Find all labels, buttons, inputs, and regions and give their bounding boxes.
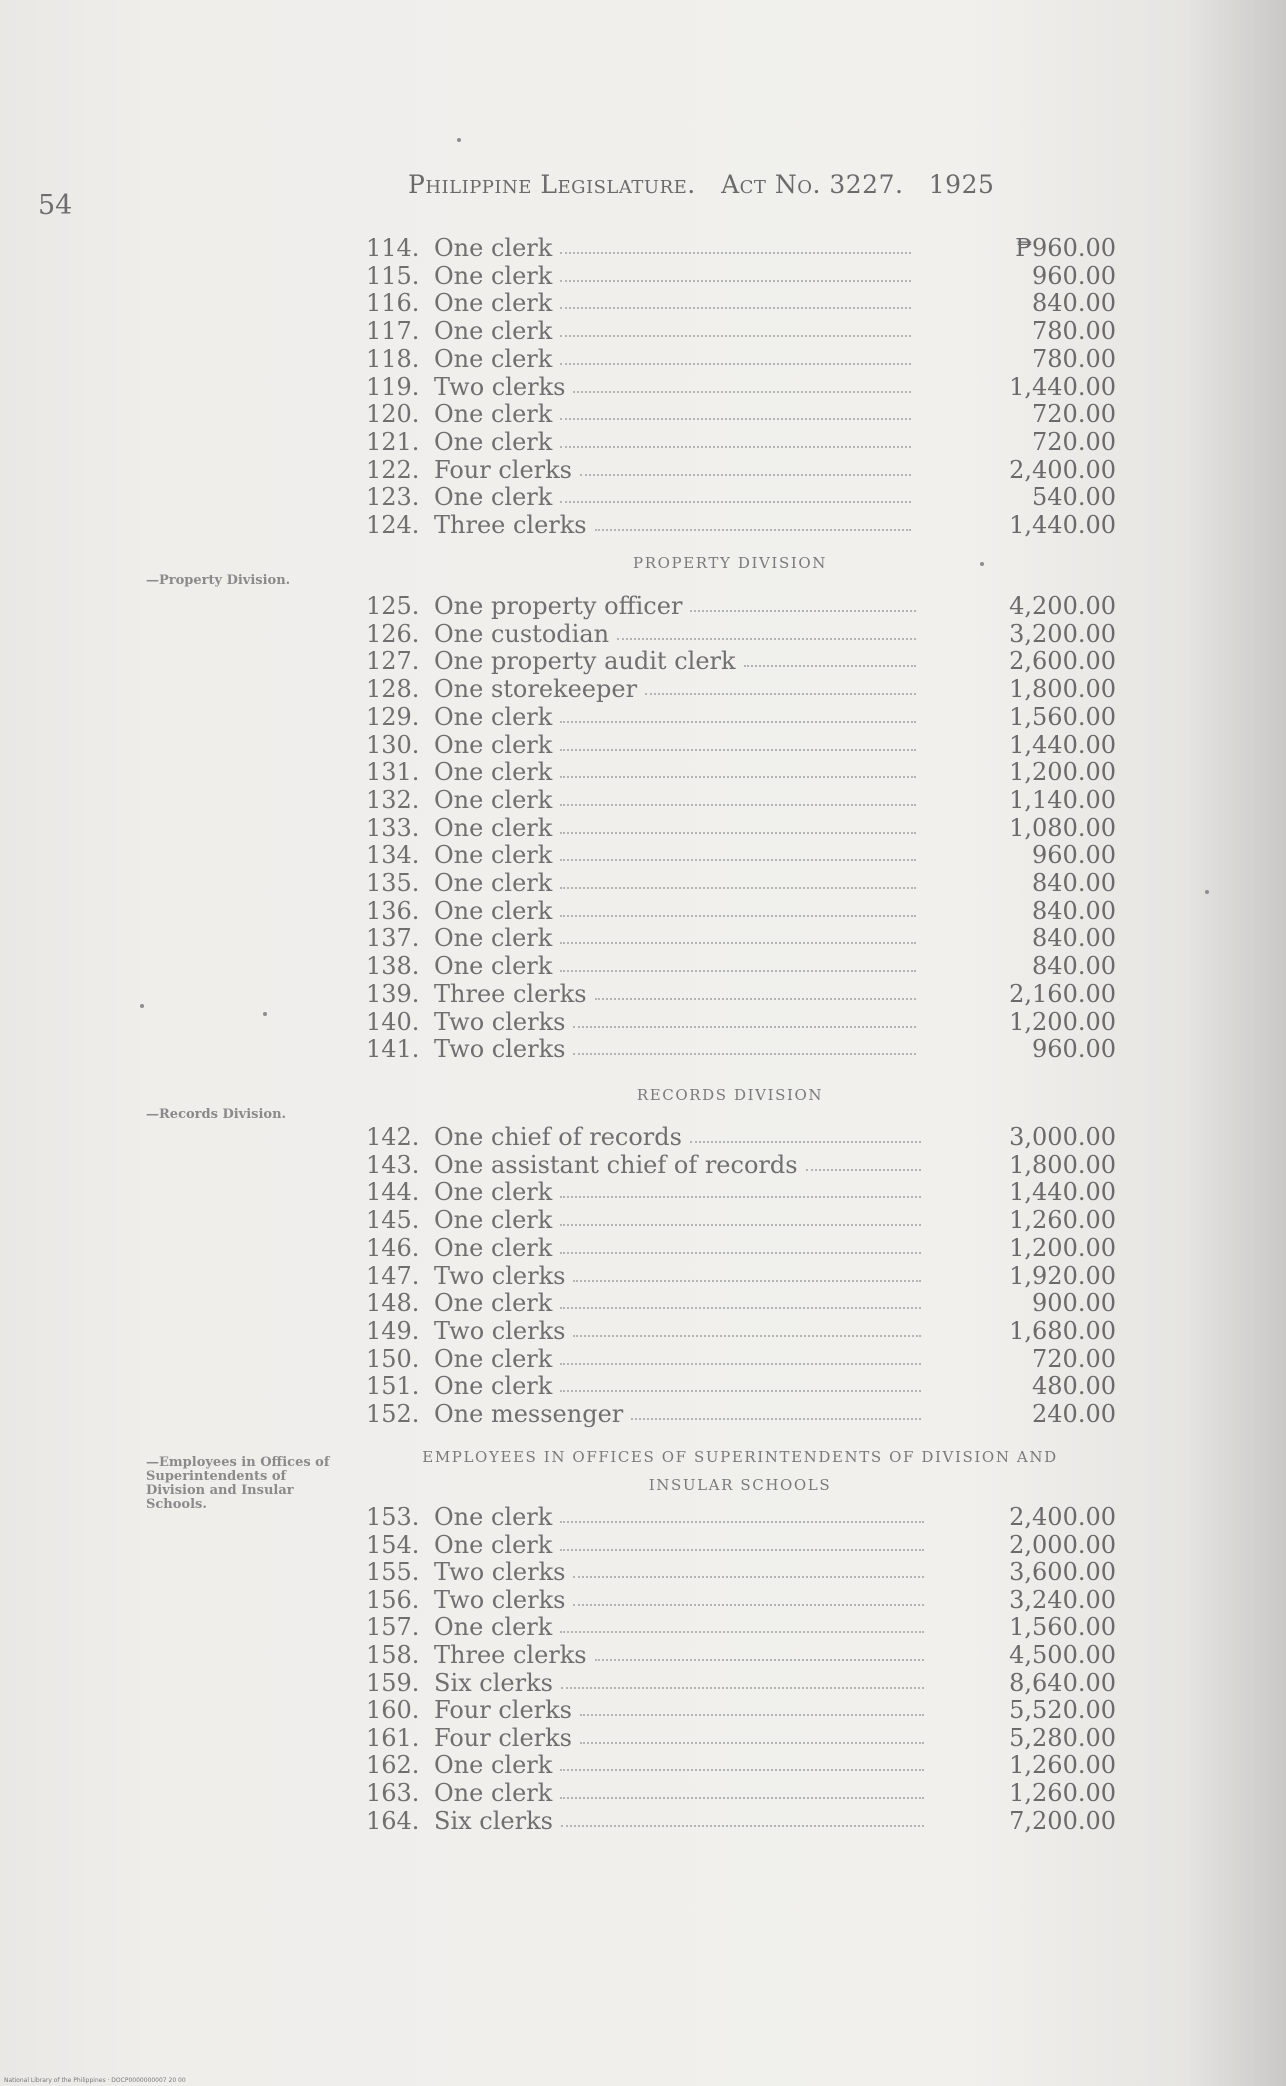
- margin-note-schools: —Employees in Offices of Superintendents of Division and Insular Schools.: [146, 1455, 330, 1512]
- line-item: [366, 1642, 1116, 1669]
- item-description: Two clerks: [434, 1316, 566, 1345]
- item-amount: ₱960.00: [1015, 234, 1116, 262]
- item-number: 129.: [366, 702, 420, 731]
- line-item: [366, 263, 1116, 290]
- item-number: 123.: [366, 483, 420, 512]
- item-description: One clerk: [434, 1613, 553, 1642]
- line-item: [366, 1318, 1116, 1345]
- item-amount: 7,200.00: [1009, 1806, 1116, 1835]
- dot-leader: [560, 1769, 924, 1771]
- dot-leader: [560, 721, 916, 723]
- dot-leader: [560, 859, 916, 861]
- margin-note-records: —Records Division.: [146, 1107, 287, 1122]
- item-number: 133.: [366, 813, 420, 842]
- running-head-year: 1925: [928, 170, 995, 199]
- line-item: [366, 512, 1116, 539]
- dot-leader: [690, 1141, 921, 1143]
- dot-leader: [595, 529, 911, 531]
- item-number: 132.: [366, 785, 420, 814]
- line-item: [366, 1263, 1116, 1290]
- dot-leader: [560, 749, 916, 751]
- item-amount: 1,200.00: [1009, 1233, 1116, 1262]
- line-item: [366, 346, 1116, 373]
- dot-leader: [560, 335, 911, 337]
- dot-leader: [617, 638, 916, 640]
- item-description: Two clerks: [434, 1585, 566, 1614]
- item-amount: 840.00: [1032, 896, 1116, 925]
- item-description: One clerk: [434, 730, 553, 759]
- item-description: One clerk: [434, 1206, 553, 1235]
- line-item: [366, 759, 1116, 786]
- item-description: Three clerks: [434, 979, 587, 1008]
- item-description: One clerk: [434, 1344, 553, 1373]
- item-description: Three clerks: [434, 511, 587, 539]
- item-description: One clerk: [434, 400, 553, 429]
- item-number: 134.: [366, 841, 420, 870]
- line-item: [366, 1504, 1116, 1531]
- line-item: [366, 1697, 1116, 1724]
- line-item: [366, 953, 1116, 980]
- item-number: 124.: [366, 511, 420, 539]
- item-amount: 1,140.00: [1009, 785, 1116, 814]
- item-amount: 3,240.00: [1009, 1585, 1116, 1614]
- item-description: One messenger: [434, 1400, 624, 1428]
- running-head: [408, 170, 994, 199]
- item-amount: 1,800.00: [1009, 1150, 1116, 1179]
- item-amount: 5,520.00: [1009, 1696, 1116, 1725]
- item-description: One clerk: [434, 869, 553, 897]
- heading-schools-line2: INSULAR SCHOOLS: [648, 1476, 832, 1494]
- item-amount: 3,200.00: [1009, 619, 1116, 648]
- item-description: One clerk: [434, 261, 553, 290]
- dot-leader: [560, 1307, 921, 1309]
- line-item: [366, 1401, 1116, 1428]
- dot-leader: [595, 998, 916, 1000]
- item-number: 127.: [366, 647, 420, 676]
- dot-leader: [573, 1335, 921, 1337]
- item-number: 154.: [366, 1530, 420, 1559]
- dot-leader: [580, 1742, 924, 1744]
- line-item: [366, 1009, 1116, 1036]
- item-number: 145.: [366, 1206, 420, 1235]
- item-description: One chief of records: [434, 1123, 682, 1151]
- item-description: One clerk: [434, 317, 553, 346]
- item-number: 121.: [366, 427, 420, 456]
- item-number: 114.: [366, 234, 420, 262]
- item-amount: 1,440.00: [1009, 372, 1116, 401]
- item-description: One clerk: [434, 785, 553, 814]
- item-amount: 5,280.00: [1009, 1723, 1116, 1752]
- line-item: [366, 401, 1116, 428]
- dot-leader: [560, 1521, 924, 1523]
- item-amount: 3,000.00: [1009, 1123, 1116, 1151]
- item-number: 161.: [366, 1723, 420, 1752]
- line-item: [366, 1346, 1116, 1373]
- dot-leader: [560, 1196, 921, 1198]
- item-amount: 840.00: [1032, 869, 1116, 897]
- scan-footer: National Library of the Philippines · DOCP0000000007 20 00: [4, 2077, 186, 2084]
- item-description: Four clerks: [434, 455, 572, 484]
- item-amount: 2,400.00: [1009, 455, 1116, 484]
- dot-leader: [560, 804, 916, 806]
- item-description: One clerk: [434, 896, 553, 925]
- heading-records-division: RECORDS DIVISION: [636, 1086, 824, 1104]
- item-amount: 1,260.00: [1009, 1751, 1116, 1780]
- line-item: [366, 1587, 1116, 1614]
- dot-leader: [645, 693, 916, 695]
- item-description: One clerk: [434, 952, 553, 981]
- item-number: 144.: [366, 1178, 420, 1207]
- item-amount: 1,260.00: [1009, 1779, 1116, 1807]
- item-amount: 4,200.00: [1009, 592, 1116, 620]
- line-item: [366, 484, 1116, 511]
- running-head-legislature: Philippine Legislature.: [408, 170, 696, 199]
- line-item: [366, 1373, 1116, 1400]
- item-number: 159.: [366, 1668, 420, 1697]
- item-number: 148.: [366, 1289, 420, 1318]
- item-description: One property audit clerk: [434, 647, 736, 676]
- item-amount: 720.00: [1032, 400, 1116, 429]
- item-amount: 900.00: [1032, 1289, 1116, 1318]
- item-number: 137.: [366, 924, 420, 953]
- item-description: One clerk: [434, 702, 553, 731]
- item-number: 122.: [366, 455, 420, 484]
- item-amount: 960.00: [1032, 841, 1116, 870]
- running-head-act: Act No. 3227.: [721, 170, 904, 199]
- line-item: [366, 621, 1116, 648]
- item-number: 128.: [366, 675, 420, 704]
- line-item: [366, 1725, 1116, 1752]
- item-description: Two clerks: [434, 372, 566, 401]
- item-amount: 780.00: [1032, 344, 1116, 373]
- dot-leader: [560, 363, 911, 365]
- item-number: 147.: [366, 1261, 420, 1290]
- dot-leader: [560, 501, 911, 503]
- line-item: [366, 1614, 1116, 1641]
- line-item: [366, 1207, 1116, 1234]
- dot-leader: [561, 1825, 924, 1827]
- page-number: 54: [38, 190, 73, 221]
- line-item: [366, 1179, 1116, 1206]
- item-amount: 1,440.00: [1009, 730, 1116, 759]
- item-number: 139.: [366, 979, 420, 1008]
- dot-leader: [806, 1169, 921, 1171]
- item-number: 153.: [366, 1503, 420, 1531]
- item-number: 162.: [366, 1751, 420, 1780]
- line-item: [366, 732, 1116, 759]
- line-item: [366, 457, 1116, 484]
- dot-leader: [560, 418, 911, 420]
- item-description: Four clerks: [434, 1696, 572, 1725]
- item-number: 136.: [366, 896, 420, 925]
- item-description: One clerk: [434, 1233, 553, 1262]
- dot-leader: [560, 1224, 921, 1226]
- item-number: 119.: [366, 372, 420, 401]
- item-number: 152.: [366, 1400, 420, 1428]
- dot-leader: [573, 1026, 916, 1028]
- item-amount: 1,260.00: [1009, 1206, 1116, 1235]
- line-item: [366, 898, 1116, 925]
- item-description: One clerk: [434, 813, 553, 842]
- item-number: 146.: [366, 1233, 420, 1262]
- dot-leader: [560, 832, 916, 834]
- item-description: One clerk: [434, 1289, 553, 1318]
- item-number: 116.: [366, 289, 420, 318]
- dot-leader: [561, 1687, 924, 1689]
- dot-leader: [595, 1659, 924, 1661]
- item-description: One clerk: [434, 1779, 553, 1807]
- dot-leader: [560, 280, 911, 282]
- item-number: 164.: [366, 1806, 420, 1835]
- paper-speck: [457, 138, 461, 142]
- item-description: Six clerks: [434, 1668, 553, 1697]
- item-number: 149.: [366, 1316, 420, 1345]
- item-amount: 4,500.00: [1009, 1641, 1116, 1669]
- dot-leader: [560, 942, 916, 944]
- item-amount: 960.00: [1032, 1035, 1116, 1064]
- item-description: One custodian: [434, 619, 610, 648]
- item-description: One clerk: [434, 289, 553, 318]
- item-description: Two clerks: [434, 1261, 566, 1290]
- item-amount: 1,800.00: [1009, 675, 1116, 704]
- dot-leader: [580, 1714, 924, 1716]
- dot-leader: [573, 1280, 921, 1282]
- line-item: [366, 1808, 1116, 1835]
- item-description: One clerk: [434, 1372, 553, 1401]
- dot-leader: [560, 252, 911, 254]
- item-amount: 1,440.00: [1009, 1178, 1116, 1207]
- dot-leader: [560, 1252, 921, 1254]
- line-item: [366, 870, 1116, 897]
- item-amount: 840.00: [1032, 924, 1116, 953]
- item-number: 157.: [366, 1613, 420, 1642]
- item-number: 155.: [366, 1558, 420, 1587]
- dot-leader: [560, 1549, 924, 1551]
- line-item: [366, 704, 1116, 731]
- line-item: [366, 1559, 1116, 1586]
- dot-leader: [560, 776, 916, 778]
- item-number: 131.: [366, 758, 420, 787]
- dot-leader: [560, 1363, 921, 1365]
- line-item: [366, 842, 1116, 869]
- item-number: 138.: [366, 952, 420, 981]
- item-description: One clerk: [434, 758, 553, 787]
- item-number: 158.: [366, 1641, 420, 1669]
- item-amount: 1,920.00: [1009, 1261, 1116, 1290]
- item-number: 115.: [366, 261, 420, 290]
- paper-speck: [980, 562, 984, 566]
- paper-speck: [140, 1004, 144, 1008]
- line-item: [366, 676, 1116, 703]
- item-amount: 1,680.00: [1009, 1316, 1116, 1345]
- item-number: 163.: [366, 1779, 420, 1807]
- dot-leader: [560, 1797, 924, 1799]
- item-number: 125.: [366, 592, 420, 620]
- item-description: One clerk: [434, 234, 553, 262]
- line-item: [366, 1780, 1116, 1807]
- line-item: [366, 429, 1116, 456]
- dot-leader: [560, 1631, 924, 1633]
- item-amount: 2,400.00: [1009, 1503, 1116, 1531]
- dot-leader: [744, 665, 916, 667]
- item-amount: 1,560.00: [1009, 702, 1116, 731]
- item-amount: 720.00: [1032, 427, 1116, 456]
- line-item: [366, 318, 1116, 345]
- dot-leader: [560, 915, 916, 917]
- line-item: [366, 374, 1116, 401]
- line-item: [366, 1670, 1116, 1697]
- paper-speck: [1205, 890, 1209, 894]
- dot-leader: [690, 610, 916, 612]
- item-number: 142.: [366, 1123, 420, 1151]
- item-amount: 1,200.00: [1009, 758, 1116, 787]
- item-description: One clerk: [434, 483, 553, 512]
- item-number: 135.: [366, 869, 420, 897]
- item-description: One clerk: [434, 344, 553, 373]
- line-item: [366, 1235, 1116, 1262]
- item-description: Two clerks: [434, 1558, 566, 1587]
- item-amount: 720.00: [1032, 1344, 1116, 1373]
- dot-leader: [631, 1418, 921, 1420]
- item-number: 140.: [366, 1007, 420, 1036]
- line-item: [366, 1124, 1116, 1151]
- item-description: Three clerks: [434, 1641, 587, 1669]
- line-item: [366, 1532, 1116, 1559]
- line-item: [366, 593, 1116, 620]
- item-amount: 1,200.00: [1009, 1007, 1116, 1036]
- item-description: One property officer: [434, 592, 683, 620]
- line-item: [366, 925, 1116, 952]
- line-item: [366, 235, 1116, 262]
- item-amount: 240.00: [1032, 1400, 1116, 1428]
- dot-leader: [560, 1390, 921, 1392]
- item-amount: 480.00: [1032, 1372, 1116, 1401]
- item-number: 117.: [366, 317, 420, 346]
- dot-leader: [580, 474, 911, 476]
- dot-leader: [573, 391, 911, 393]
- item-amount: 3,600.00: [1009, 1558, 1116, 1587]
- line-item: [366, 290, 1116, 317]
- item-description: One clerk: [434, 1503, 553, 1531]
- item-description: One assistant chief of records: [434, 1150, 798, 1179]
- item-description: One clerk: [434, 924, 553, 953]
- item-amount: 2,160.00: [1009, 979, 1116, 1008]
- item-number: 126.: [366, 619, 420, 648]
- item-number: 160.: [366, 1696, 420, 1725]
- line-item: [366, 1290, 1116, 1317]
- item-amount: 540.00: [1032, 483, 1116, 512]
- dot-leader: [573, 1053, 916, 1055]
- item-description: Six clerks: [434, 1806, 553, 1835]
- item-number: 120.: [366, 400, 420, 429]
- item-amount: 1,560.00: [1009, 1613, 1116, 1642]
- item-amount: 8,640.00: [1009, 1668, 1116, 1697]
- line-item: [366, 787, 1116, 814]
- dot-leader: [560, 970, 916, 972]
- dot-leader: [560, 887, 916, 889]
- heading-property-division: PROPERTY DIVISION: [633, 554, 827, 572]
- dot-leader: [573, 1576, 924, 1578]
- item-description: One clerk: [434, 1530, 553, 1559]
- line-item: [366, 1152, 1116, 1179]
- dot-leader: [560, 307, 911, 309]
- line-item: [366, 815, 1116, 842]
- item-number: 143.: [366, 1150, 420, 1179]
- item-amount: 1,440.00: [1009, 511, 1116, 539]
- line-item: [366, 648, 1116, 675]
- item-description: Two clerks: [434, 1035, 566, 1064]
- item-description: One clerk: [434, 1751, 553, 1780]
- item-number: 156.: [366, 1585, 420, 1614]
- margin-note-property: —Property Division.: [146, 573, 291, 588]
- heading-schools-line1: EMPLOYEES IN OFFICES OF SUPERINTENDENTS OF DIVISION AND: [422, 1448, 1058, 1466]
- item-description: One clerk: [434, 1178, 553, 1207]
- item-amount: 780.00: [1032, 317, 1116, 346]
- line-item: [366, 1036, 1116, 1063]
- item-number: 141.: [366, 1035, 420, 1064]
- item-number: 118.: [366, 344, 420, 373]
- item-amount: 960.00: [1032, 261, 1116, 290]
- item-amount: 2,000.00: [1009, 1530, 1116, 1559]
- item-description: One clerk: [434, 841, 553, 870]
- line-item: [366, 1752, 1116, 1779]
- item-amount: 840.00: [1032, 952, 1116, 981]
- item-description: One storekeeper: [434, 675, 638, 704]
- item-number: 151.: [366, 1372, 420, 1401]
- paper-speck: [263, 1012, 267, 1016]
- item-description: One clerk: [434, 427, 553, 456]
- item-description: Four clerks: [434, 1723, 572, 1752]
- dot-leader: [573, 1604, 924, 1606]
- item-description: Two clerks: [434, 1007, 566, 1036]
- dot-leader: [560, 446, 911, 448]
- item-number: 130.: [366, 730, 420, 759]
- item-amount: 2,600.00: [1009, 647, 1116, 676]
- item-number: 150.: [366, 1344, 420, 1373]
- line-item: [366, 981, 1116, 1008]
- item-amount: 1,080.00: [1009, 813, 1116, 842]
- item-amount: 840.00: [1032, 289, 1116, 318]
